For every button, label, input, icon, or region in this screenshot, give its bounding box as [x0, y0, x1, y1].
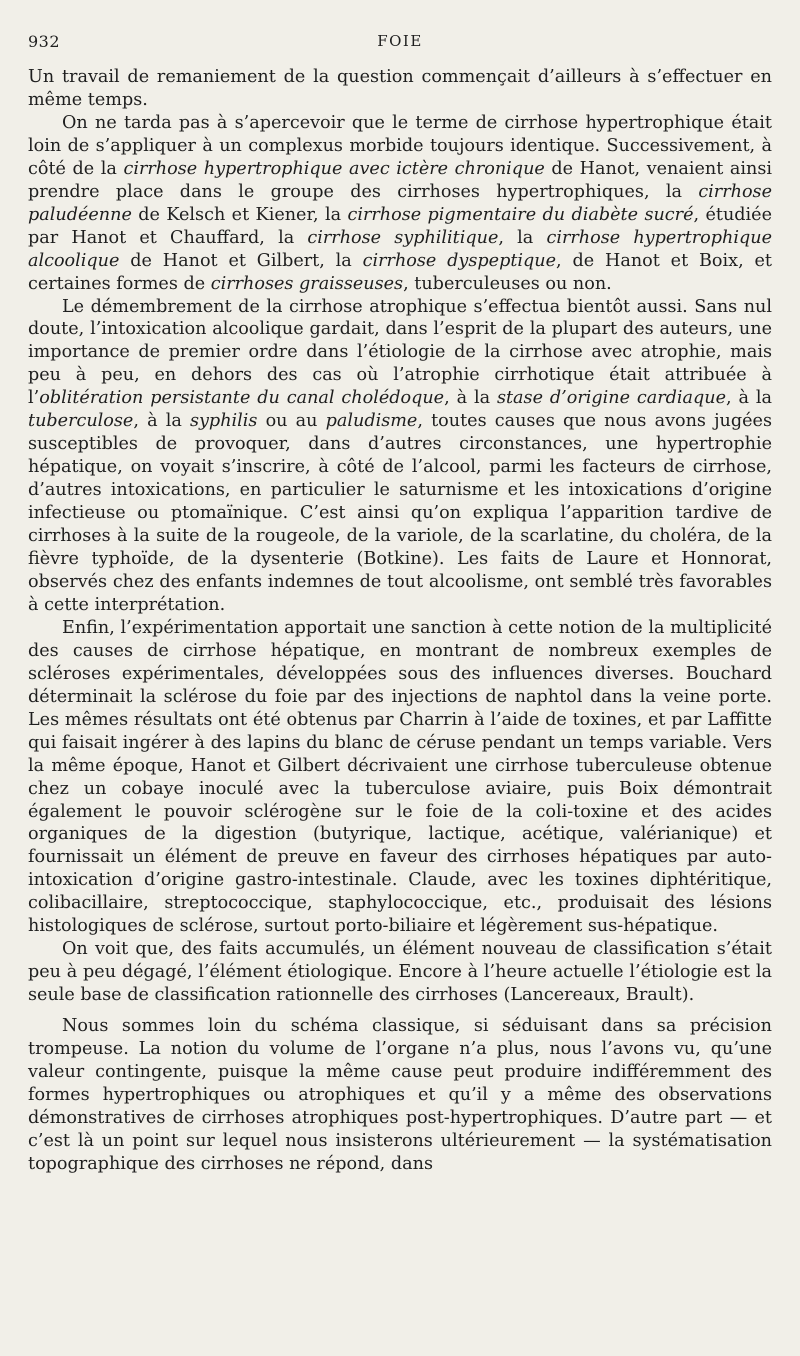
- italic-term: cirrhose paludéenne: [28, 181, 772, 225]
- page-header: [28, 0, 772, 66]
- italic-term: cirrhose pigmentaire du diabète sucré: [347, 204, 694, 225]
- text-run: , toutes causes que nous avons jugées susceptibles de provoquer, dans d’autres circonstances, une hypertrophie hépatique, on voyait s’inscrire, à côté de l’alcool, parmi les facteurs de cirrhose, d’autres intoxications, en particulier le saturnisme et les intoxications d’origine infectieuse ou ptomaïnique. C’est ainsi qu’on expliqua l’apparition tardive de cirrhoses à la suite de la rougeole, de la variole, de la scarlatine, du choléra, de la fièvre typhoïde, de la dysenterie (Botkine). Les faits de Laure et Honnorat, observés chez des enfants indemnes de tout alcoolisme, ont semblé très favorables à cette interprétation.: [28, 411, 772, 615]
- text-run: Enfin, l’expérimentation apportait une sanction à cette notion de la multiplicité des causes de cirrhose hépatique, en montrant de nombreux exemples de scléroses expérimentales, développées sous des influences diverses. Bouchard déterminait la sclérose du foie par des injections de naphtol dans la veine porte. Les mêmes résultats ont été obtenus par Charrin à l’aide de toxines, et par Laffitte qui faisait ingérer à des lapins du blanc de céruse pendant un temps variable. Vers la même époque, Hanot et Gilbert décrivaient une cirrhose tuberculeuse obtenue chez un cobaye inoculé avec la tuberculose aviaire, puis Boix démontrait également le pouvoir sclérogène sur le foie de la coli-toxine et des acides organiques de la digestion (butyrique, lactique, acétique, valérianique) et fournissait un élément de preuve en faveur des cirrhoses hépatiques par auto-intoxication d’origine gastro-intestinale. Claude, avec les toxines diphtéritique, colibacillaire, streptococcique, staphylococcique, etc., produisait des lésions histologiques de sclérose, surtout porto-biliaire et légèrement sus-hépatique.: [28, 617, 772, 937]
- text-run: , étudiée par Hanot et Chauffard, la: [28, 204, 773, 248]
- paragraph: [28, 938, 772, 1007]
- text-run: ou au: [257, 411, 326, 432]
- italic-term: cirrhoses graisseuses: [210, 273, 404, 294]
- paragraph: [28, 112, 772, 296]
- text-run: , à la: [726, 388, 772, 409]
- paragraph: [28, 617, 772, 938]
- text-run: , à la: [133, 411, 190, 432]
- italic-term: oblitération persistante du canal cholédoque: [39, 388, 445, 409]
- text-run: de Hanot, venaient ainsi prendre place dans le groupe des cirrhoses hypertrophiques, la: [28, 158, 773, 202]
- italic-term: cirrhose hypertrophique alcoolique: [28, 227, 772, 271]
- italic-term: stase d’origine cardiaque: [496, 388, 727, 409]
- text-run: Un travail de remaniement de la question commençait d’ailleurs à s’effectuer en même temps.: [28, 67, 772, 110]
- italic-term: cirrhose dyspeptique: [362, 250, 557, 271]
- text-run: , de Hanot et Boix, et certaines formes de: [28, 250, 772, 294]
- paragraph: [28, 66, 772, 112]
- page-number: 932: [28, 32, 61, 51]
- italic-term: paludisme: [325, 411, 418, 432]
- italic-term: cirrhose syphilitique: [307, 227, 499, 248]
- text-run: Nous sommes loin du schéma classique, si séduisant dans sa précision trompeuse. La notion du volume de l’organe n’a plus, nous l’avons vu, qu’une valeur contingente, puisque la même cause peut produire indifféremment des formes hypertrophiques ou atrophiques et qu’il y a même des observations démonstratives de cirrhoses atrophiques post-hypertrophiques. D’autre part — et c’est là un point sur lequel nous insisterons ultérieurement — la systématisation topographique des cirrhoses ne répond, dans: [28, 1016, 772, 1174]
- body-text: [28, 66, 772, 1176]
- text-run: de Kelsch et Kiener, la: [131, 204, 348, 225]
- italic-term: tuberculose: [28, 411, 134, 432]
- text-run: On ne tarda pas à s’apercevoir que le terme de cirrhose hypertrophique était loin de s’appliquer à un complexus morbide toujours identique. Successivement, à côté de la: [28, 112, 772, 179]
- text-run: , à la: [444, 388, 497, 409]
- text-run: de Hanot et Gilbert, la: [119, 250, 363, 271]
- italic-term: cirrhose hypertrophique avec ictère chronique: [123, 158, 545, 179]
- text-run: , tuberculeuses ou non.: [403, 273, 612, 294]
- text-run: On voit que, des faits accumulés, un élément nouveau de classification s’était peu à peu dégagé, l’élément étiologique. Encore à l’heure actuelle l’étiologie est la seule base de classification rationnelle des cirrhoses (Lancereaux, Brault).: [28, 939, 772, 1006]
- italic-term: syphilis: [189, 411, 258, 432]
- text-run: Le démembrement de la cirrhose atrophique s’effectua bientôt aussi. Sans nul doute, l’intoxication alcoolique gardait, dans l’esprit de la plupart des auteurs, une importance de premier ordre dans l’étiologie de la cirrhose avec atrophie, mais peu à peu, en dehors des cas où l’atrophie cirrhotique était attribuée à l’: [28, 296, 772, 409]
- running-title: FOIE: [377, 32, 423, 50]
- paragraph: [28, 296, 772, 617]
- text-run: , la: [498, 227, 547, 248]
- paragraph: [28, 1015, 772, 1176]
